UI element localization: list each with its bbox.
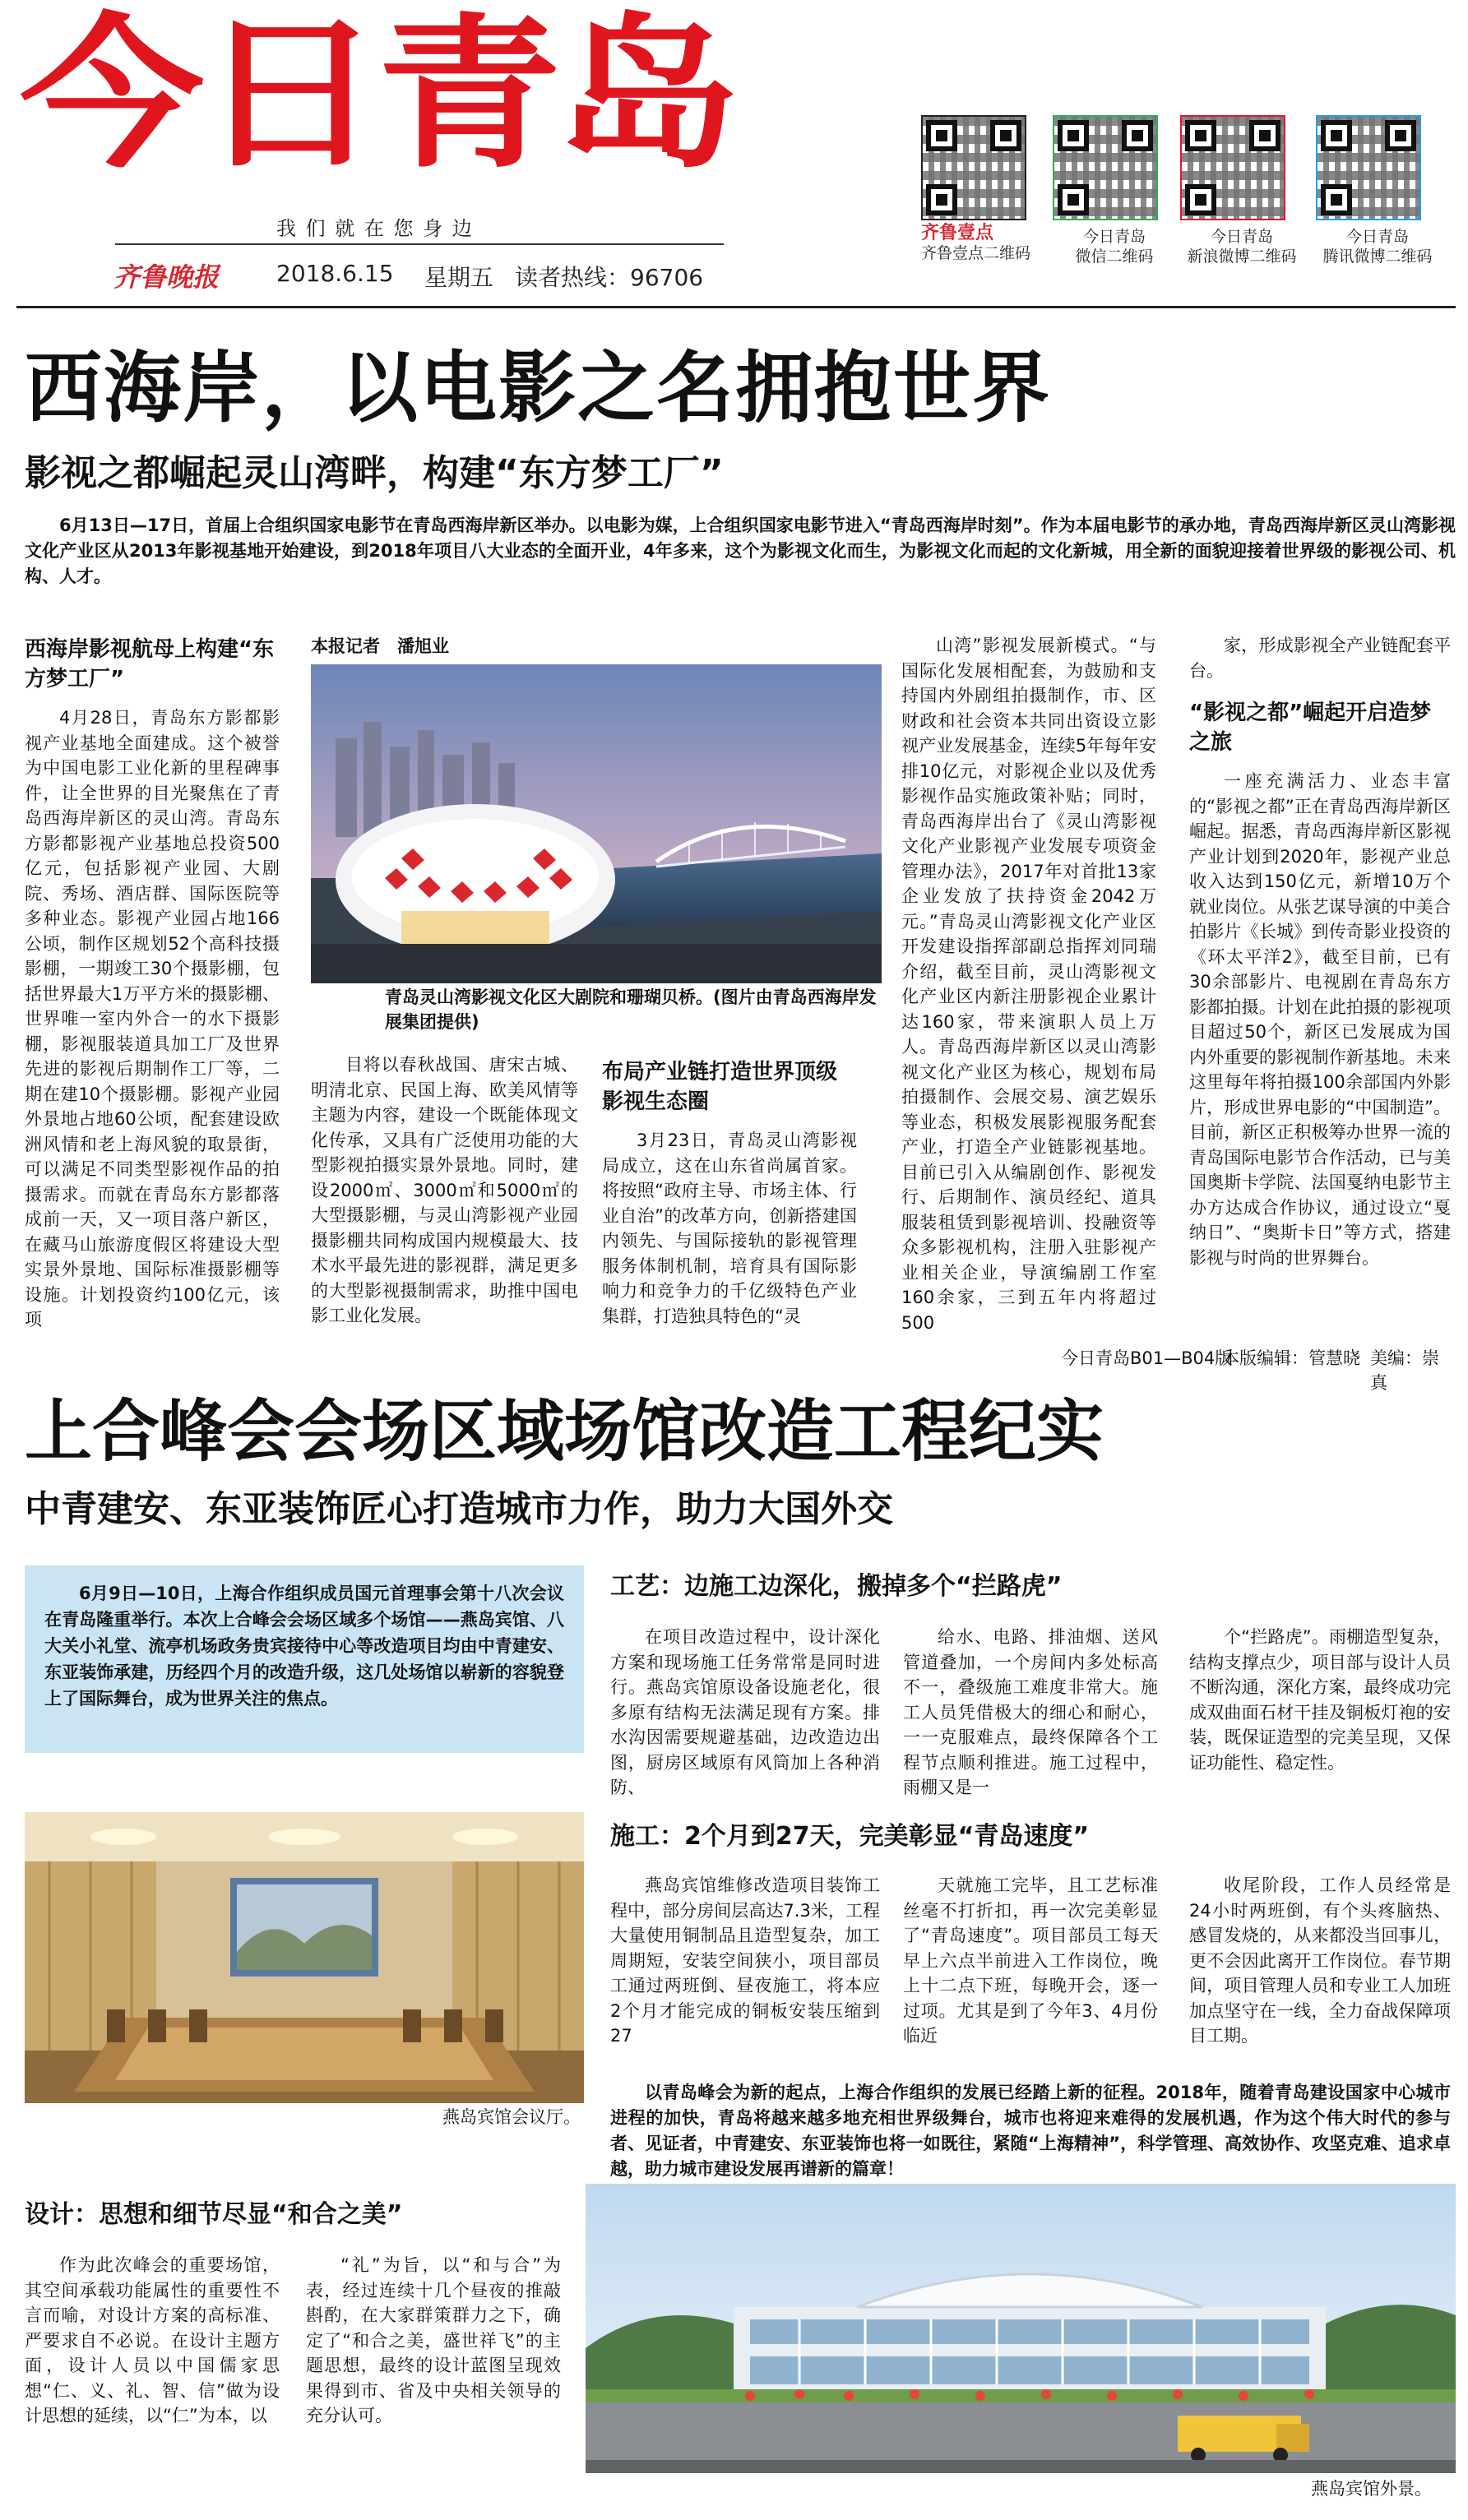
body-text: 4月28日，青岛东方影都影视产业基地全面建成。这个被誉为中国电影工业化新的里程碑事件，让全世界的目光聚焦在了青岛西海岸新区的灵山湾。青岛东方影都影视产业基地总投资500亿元，包括影视产业园、大剧院、秀场、酒店群、国际医院等多种业态。影视产业园占地166公顷，制作区规划52个高科技摄影棚，一期竣工30个摄影棚，包括世界最大1万平方米的摄影棚、世界唯一室内外合一的水下摄影棚，影视服装道具加工厂及世界先进的影视后期制作工厂等，二期在建10个摄影棚。影视产业园外景地占地60公顷，配套建设欧洲风情和老上海风貌的取景街，可以满足不同类型影视作品的拍摄需求。而就在青岛东方影都落成前一天，又一项目落户新区，在藏马山旅游度假区将建设大型实景外景地、国际标准摄影棚等设施。计划投资约100亿元，该项	[25, 708, 280, 1329]
body-text: 3月23日，青岛灵山湾影视局成立，这在山东省尚属首家。将按照“政府主导、市场主体、行业自治”的改革方向，创新搭建国内领先、与国际接轨的影视管理服务体制机制，培育具有国际影响力和竞争力的千亿级特色产业集群，打造独具特色的“灵	[602, 1131, 857, 1326]
article2-lead-box	[25, 1565, 584, 1753]
article2-closing: 以青岛峰会为新的起点，上海合作组织的发展已经踏上新的征程。2018年，随着青岛建设国家中心城市进程的加快，青岛将越来越多地充相世界级舞台，城市也将迎来难得的发展机遇，作为这个伟大时代的参与者、见证者，中青建安、东亚装饰也将一如既往，紧随“上海精神”，科学管理、高效协作、攻坚克难、追求卓越，助力城市建设发展再谱新的篇章！	[610, 2083, 1451, 2179]
section-heading: 设计：思想和细节尽显“和合之美”	[25, 2200, 403, 2229]
section-heading: 工艺：边施工边深化，搬掉多个“拦路虎”	[610, 1572, 1063, 1601]
article1-col1	[25, 635, 280, 1333]
issue-weekday: 星期五	[424, 264, 494, 291]
qr-item[interactable]	[1053, 115, 1176, 266]
qr-caption: 腾讯微博二维码	[1322, 247, 1433, 266]
reader-hotline: 读者热线：96706	[515, 264, 704, 291]
article1-col4: 山湾”影视发展新模式。“与国际化发展相配套，为鼓励和支持国内外剧组拍摄制作，市、区财政和社会资本共同出资设立影视产业发展基金，连续5年每年安排10亿元，对影视企业以及优秀影视作品实施政策补贴；同时，青岛西海岸出台了《灵山湾影视文化产业影视产业发展专项资金管理办法》，2017年对首批13家企业发放了扶持资金2042万元。”青岛灵山湾影视文化产业区开发建设指挥部副总指挥刘同瑞介绍，截至目前，灵山湾影视文化产业区内新注册影视企业累计达160家，带来演职人员上万人。青岛西海岸新区以灵山湾影视文化产业区为核心，规划布局拍摄制作、会展交易、演艺娱乐等业态，积极发展影视服务配套产业，打造全产业链影视基地。目前已引入从编剧创作、影视发行、后期制作、演员经纪、道具服装租赁到影视培训、投融资等众多影视机构，注册入驻影视产业相关企业，导演编剧工作室160余家，三到五年内将超过500	[901, 636, 1156, 1333]
article2-craft-col2: 给水、电路、排油烟、送风管道叠加，一个房间内多处标高不一，叠级施工难度非常大。施工人员凭借极大的细心和耐心，一一克服难点，最终保障各个工程节点顺利推进。施工过程中，雨棚又是一	[903, 1627, 1158, 1797]
masthead-title: 今日青岛	[20, 0, 735, 191]
body-text: 一座充满活力、业态丰富的“影视之都”正在青岛西海岸新区崛起。据悉，青岛西海岸新区影视产业计划到2020年，影视产业总收入达到150亿元，新增10万个就业岗位。从张艺谋导演的中美合拍影片《长城》到传奇影业投资的《环太平洋2》，截至目前，已有30余部影片、电视剧在青岛东方影都拍摄。计划在此拍摄的影视项目超过50个，新区已发展成为国内外重要的影视制作新基地。未来这里每年将拍摄100余部国内外影片，形成世界电影的“中国制造”。目前，新区正积极筹办世界一流的青岛国际电影节合作活动，已与美国奥斯卡学院、法国戛纳电影节主办方达成合作协议，通过设立“戛纳日”、“奥斯卡日”等方式，搭建影视与时尚的世界舞台。	[1189, 771, 1451, 1268]
body-text: 家，形成影视全产业链配套平台。	[1189, 636, 1451, 681]
footer-pages: 今日青岛B01—B04版	[1061, 1348, 1233, 1368]
article1-headline: 西海岸，以电影之名拥抱世界	[25, 344, 1052, 433]
qr-caption: 齐鲁壹点二维码	[921, 244, 1031, 262]
article2-build-col1: 燕岛宾馆维修改造项目装饰工程中，部分房间层高达7.3米，工程大量使用铜制品且造型复杂，加工周期短，安装空间狭小，项目部员工通过两班倒、昼夜施工，将本应2个月才能完成的铜板安装压缩到27	[610, 1875, 880, 2046]
section-heading: 西海岸影视航母上构建“东方梦工厂”	[25, 637, 275, 691]
qr-caption: 今日青岛	[1345, 228, 1409, 246]
conference-hall-photo	[25, 1812, 584, 2103]
article1-lead: 6月13日—17日，首届上合组织国家电影节在青岛西海岸新区举办。以电影为媒，上合组织国家电影节进入“青岛西海岸时刻”。作为本届电影节的承办地，青岛西海岸新区灵山湾影视文化产业区从2013年影视基地开始建设，到2018年项目八大业态的全面开业，4年多来，这个为影视文化而生，为影视文化而起的文化新城，用全新的面貌迎接着世界级的影视公司、机构、人才。	[25, 516, 1456, 586]
footer-editor: 本版编辑：管慧晓	[1222, 1348, 1360, 1368]
section-heading: 施工：2个月到27天，完美彰显“青岛速度”	[610, 1822, 1090, 1851]
article2-craft-col3: 个“拦路虎”。雨棚造型复杂，结构支撑点少，项目部与设计人员不断沟通，深化方案，最终成功完成双曲面石材干挂及铜板灯袍的安装，既保证造型的完美呈现，又保证功能性、稳定性。	[1189, 1627, 1451, 1773]
masthead-slogan: 我 们 就 在 您 身 边	[276, 217, 474, 240]
section-heading: “影视之都”崛起开启造梦之旅	[1189, 701, 1432, 755]
article2-subhead: 中青建安、东亚装饰匠心打造城市力作，助力大国外交	[25, 1488, 893, 1530]
page-footer	[0, 1345, 1456, 1393]
article1-col3	[602, 1057, 857, 1329]
article2-lead: 6月9日—10日，上海合作组织成员国元首理事会第十八次会议在青岛隆重举行。本次上合峰会会场区域多个场馆——燕岛宾馆、八大关小礼堂、流亭机场政务贵宾接待中心等改造项目均由中青建安、东亚装饰承建，历经四个月的改造升级，这几处场馆以崭新的容貌登上了国际舞台，成为世界关注的焦点。	[44, 1584, 564, 1709]
theater-photo-caption: 青岛灵山湾影视文化区大剧院和珊瑚贝桥。(图片由青岛西海岸发展集团提供)	[385, 987, 877, 1032]
qr-caption: 今日青岛	[1210, 228, 1273, 246]
paper-name: 齐鲁晚报	[113, 261, 220, 293]
theater-photo-image	[311, 664, 882, 983]
qr-caption: 今日青岛	[1082, 228, 1146, 246]
article2-build-col3: 收尾阶段，工作人员经常是24小时两班倒，有个头疼脑热、感冒发烧的，从来都没当回事儿，更不会因此离开工作岗位。春节期间，项目管理人员和专业工人加班加点坚守在一线，全力奋战保障项目工期。	[1189, 1875, 1451, 2046]
issue-date: 2018.6.15	[276, 260, 394, 287]
hotel-exterior-caption: 燕岛宾馆外景。	[1311, 2479, 1432, 2499]
article2-design-col1: 作为此次峰会的重要场馆，其空间承载功能属性的重要性不言而喻，对设计方案的高标准、严要求自不必说。在设计主题方面，设计人员以中国儒家思想“仁、义、礼、智、信”做为设计思想的延续，以“仁”为本，以	[25, 2255, 280, 2425]
qr-item[interactable]	[1316, 115, 1439, 266]
theater-photo	[311, 664, 882, 983]
masthead-bottom-rule	[16, 306, 1456, 308]
article1-col2: 目将以春秋战国、唐宋古城、明清北京、民国上海、欧美风情等主题为内容，建设一个既能体现文化传承，又具有广泛使用功能的大型影视拍摄实景外景地。同时，建设2000㎡、3000㎡和5000㎡的大型摄影棚，与灵山湾影视产业园摄影棚共同构成国内规模最大、技术水平最先进的影视群，满足更多的大型影视摄制需求，助推中国电影工业化发展。	[311, 1055, 578, 1325]
article1-col5	[1189, 633, 1451, 1270]
conference-hall-image	[25, 1812, 584, 2103]
footer-design: 美编：崇真	[1370, 1348, 1439, 1393]
article2-headline: 上合峰会会场区域场馆改造工程纪实	[25, 1393, 1104, 1471]
hotel-exterior-photo	[586, 2184, 1456, 2473]
article2-design-col2: “礼”为旨，以“和与合”为表，经过连续十几个昼夜的推敲斟酌，在大家群策群力之下，确定了“和合之美，盛世祥飞”的主题思想，最终的设计蓝图呈现效果得到市、省及中央相关领导的充分认可。	[306, 2255, 561, 2425]
qr-caption: 新浪微博二维码	[1187, 247, 1297, 266]
qr-item[interactable]	[1180, 115, 1304, 266]
section-heading: 布局产业链打造世界顶级影视生态圈	[602, 1060, 838, 1114]
qr-caption: 齐鲁壹点	[921, 223, 994, 243]
masthead-rule	[115, 243, 724, 245]
qr-strip	[913, 115, 1456, 288]
qr-code-icon	[1316, 115, 1421, 220]
conference-hall-caption: 燕岛宾馆会议厅。	[442, 2107, 581, 2127]
masthead	[0, 0, 1468, 300]
hotel-exterior-image	[586, 2184, 1456, 2473]
article1-byline: 本报记者 潘旭业	[311, 636, 449, 656]
qr-caption: 微信二维码	[1075, 247, 1154, 266]
article1-subhead: 影视之都崛起灵山湾畔，构建“东方梦工厂”	[25, 452, 724, 494]
article2-build-col2: 天就施工完毕，且工艺标准丝毫不打折扣，再一次完美彰显了“青岛速度”。项目部员工每天早上六点半前进入工作岗位，晚上十二点下班，每晚开会，逐一过项。尤其是到了今年3、4月份临近	[903, 1875, 1158, 2046]
qr-code-icon	[1180, 115, 1285, 220]
article2-craft-col1: 在项目改造过程中，设计深化方案和现场施工任务常常是同时进行。燕岛宾馆原设备设施老化，很多原有结构无法满足现有方案。排水沟因需要规避基础，边改造边出图，厨房区域原有风筒加上各种消防、	[610, 1627, 880, 1797]
qr-code-icon	[921, 115, 1026, 220]
qr-code-icon	[1053, 115, 1158, 220]
qr-item[interactable]	[921, 115, 1036, 263]
